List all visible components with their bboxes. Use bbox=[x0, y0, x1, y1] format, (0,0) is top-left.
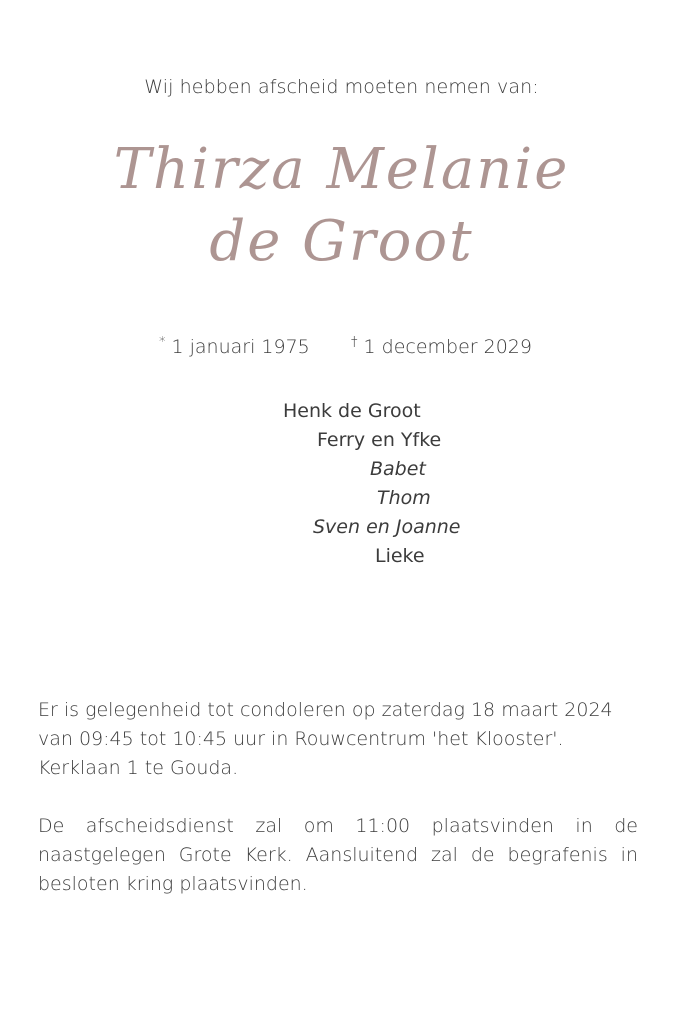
death-date bbox=[351, 335, 532, 358]
birth-symbol: * bbox=[159, 335, 166, 350]
death-symbol: † bbox=[351, 335, 358, 350]
deceased-name-last: de Groot bbox=[209, 209, 474, 274]
family-member: Thom bbox=[377, 487, 431, 509]
family-member: Henk de Groot bbox=[283, 400, 421, 422]
death-date-text: 1 december 2029 bbox=[363, 336, 532, 358]
birth-date bbox=[159, 335, 310, 358]
condolence-paragraph: Er is gelegenheid tot condoleren op zaterdag 18 maart 2024 van 09:45 tot 10:45 uur in Rouwcentrum 'het Klooster'. Kerklaan 1 te Gouda. bbox=[38, 699, 613, 779]
family-member: Ferry en Yfke bbox=[317, 429, 442, 451]
service-paragraph: De afscheidsdienst zal om 11:00 plaatsvinden in de naastgelegen Grote Kerk. Aansluitend zal de begrafenis in besloten kring plaatsvinden. bbox=[38, 815, 638, 895]
deceased-name-first: Thirza Melanie bbox=[113, 137, 570, 202]
family-member: Babet bbox=[370, 458, 426, 480]
birth-date-text: 1 januari 1975 bbox=[171, 336, 310, 358]
intro-text: Wij hebben afscheid moeten nemen van: bbox=[144, 76, 539, 98]
family-member: Sven en Joanne bbox=[313, 516, 461, 538]
family-member: Lieke bbox=[375, 545, 425, 567]
